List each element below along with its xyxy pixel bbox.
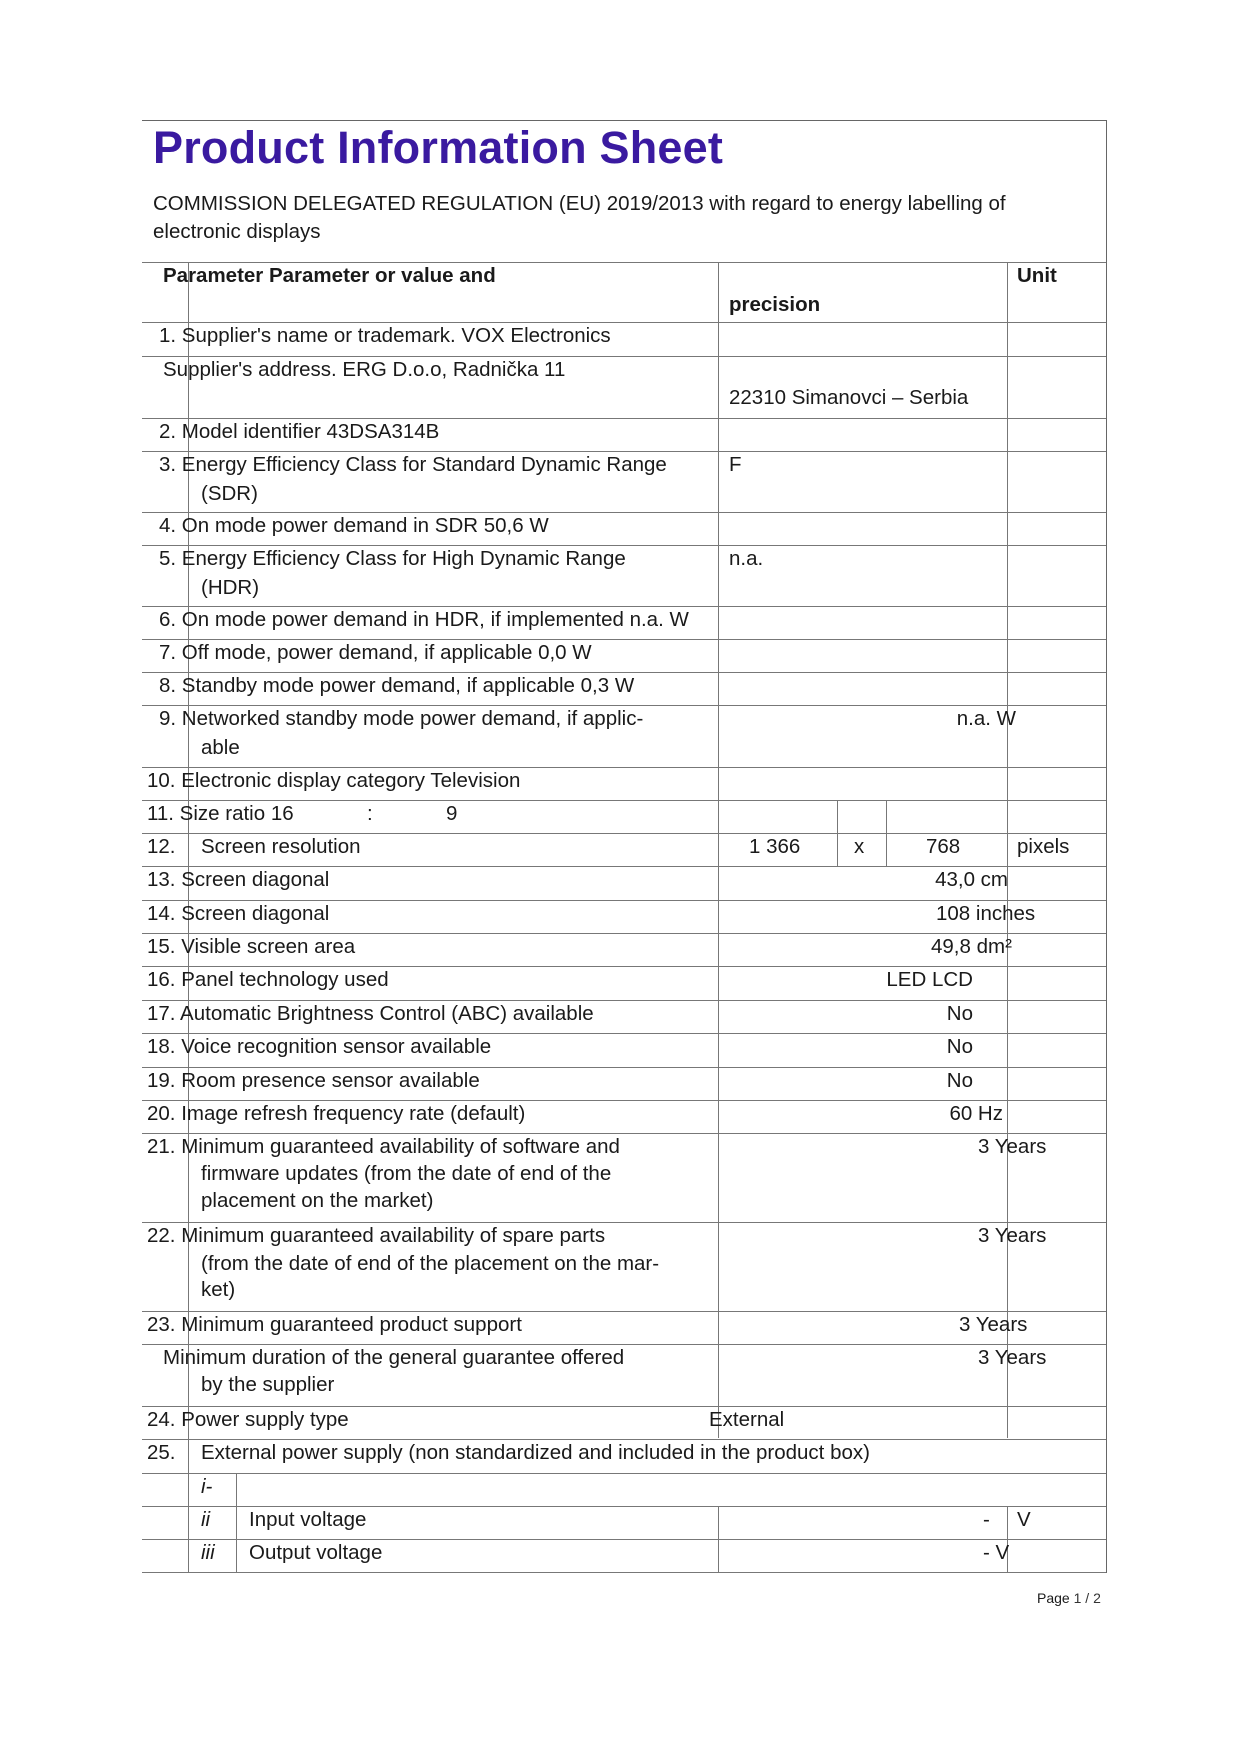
diagonal-cm-value: 43,0 cm	[935, 868, 1008, 891]
sub-row-ii: ii	[201, 1508, 211, 1531]
row-external-psu-number: 25.	[147, 1441, 176, 1464]
resolution-height: 768	[926, 835, 961, 858]
row-networked-standby: 9. Networked standby mode power demand, if applic-	[159, 707, 644, 730]
resolution-unit: pixels	[1017, 835, 1070, 858]
supplier-address-value: 22310 Simanovci – Serbia	[729, 386, 969, 409]
header-precision: precision	[729, 293, 821, 316]
row-diagonal-inch: 14. Screen diagonal	[147, 902, 330, 925]
page-label: Page	[1037, 1590, 1070, 1606]
row-panel-tech: 16. Panel technology used	[147, 968, 389, 991]
grid-line	[142, 1572, 1106, 1573]
subtitle-line-1: COMMISSION DELEGATED REGULATION (EU) 2019/2013 with regard to energy labelling of	[153, 192, 1006, 215]
grid-line	[837, 800, 838, 866]
panel-tech-value: LED LCD	[886, 968, 973, 991]
row-visible-area: 15. Visible screen area	[147, 935, 356, 958]
row-diagonal-cm: 13. Screen diagonal	[147, 868, 330, 891]
page-separator: /	[1085, 1590, 1090, 1606]
resolution-x: x	[854, 835, 865, 858]
page-title: Product Information Sheet	[153, 122, 724, 173]
row-guarantee: Minimum duration of the general guarantee offered	[163, 1346, 625, 1369]
row-refresh-rate: 20. Image refresh frequency rate (default)	[147, 1102, 526, 1125]
row-voice-sensor: 18. Voice recognition sensor available	[147, 1035, 492, 1058]
row-guarantee-cont: by the supplier	[201, 1373, 335, 1396]
row-abc: 17. Automatic Brightness Control (ABC) available	[147, 1002, 594, 1025]
row-hdr-class: 5. Energy Efficiency Class for High Dynamic Range	[159, 547, 626, 570]
row-resolution-number: 12.	[147, 835, 176, 858]
grid-line	[886, 800, 887, 866]
row-software-updates: 21. Minimum guaranteed availability of software and	[147, 1135, 620, 1158]
software-updates-value: 3 Years	[978, 1135, 1047, 1158]
abc-value: No	[946, 1002, 973, 1025]
row-supplier-name: 1. Supplier's name or trademark. VOX Electronics	[159, 324, 611, 347]
grid-line	[1007, 262, 1008, 1438]
grid-line	[718, 262, 719, 1438]
row-power-supply-type: 24. Power supply type	[147, 1408, 349, 1431]
output-voltage-value: - V	[983, 1541, 1010, 1564]
resolution-width: 1 366	[749, 835, 801, 858]
row-external-psu: External power supply (non standardized and included in the product box)	[201, 1441, 870, 1464]
row-product-support: 23. Minimum guaranteed product support	[147, 1313, 522, 1336]
page-indicator	[1037, 1590, 1101, 1606]
sdr-class-value: F	[729, 453, 742, 476]
diagonal-inch-value: 108 inches	[936, 902, 1036, 925]
voice-sensor-value: No	[946, 1035, 973, 1058]
row-room-sensor: 19. Room presence sensor available	[147, 1069, 480, 1092]
row-resolution: Screen resolution	[201, 835, 361, 858]
input-voltage-label: Input voltage	[249, 1508, 367, 1531]
input-voltage-value: -	[983, 1508, 990, 1531]
row-supplier-address: Supplier's address. ERG D.o.o, Radnička 11	[163, 358, 566, 381]
visible-area-value: 49,8 dm²	[931, 935, 1012, 958]
row-software-updates-cont2: placement on the market)	[201, 1189, 434, 1212]
spare-parts-value: 3 Years	[978, 1224, 1047, 1247]
networked-standby-value: n.a. W	[956, 707, 1016, 730]
row-standby: 8. Standby mode power demand, if applicable 0,3 W	[159, 674, 635, 697]
row-software-updates-cont1: firmware updates (from the date of end of the	[201, 1162, 612, 1185]
subtitle-line-2: electronic displays	[153, 220, 321, 243]
grid-line	[718, 1506, 719, 1572]
row-hdr-power: 6. On mode power demand in HDR, if implemented n.a. W	[159, 608, 689, 631]
row-spare-parts-cont1: (from the date of end of the placement on the mar-	[201, 1252, 660, 1275]
size-ratio-colon: :	[367, 802, 373, 825]
regulation-subtitle	[153, 190, 1073, 246]
row-display-category: 10. Electronic display category Television	[147, 769, 521, 792]
row-sdr-power: 4. On mode power demand in SDR 50,6 W	[159, 514, 549, 537]
row-off-mode: 7. Off mode, power demand, if applicable 0,0 W	[159, 641, 592, 664]
refresh-rate-value: 60 Hz	[949, 1102, 1003, 1125]
guarantee-value: 3 Years	[978, 1346, 1047, 1369]
row-sdr-class-cont: (SDR)	[201, 482, 258, 505]
grid-line	[236, 1473, 237, 1572]
size-ratio-nine: 9	[446, 802, 458, 825]
power-supply-type-value: External	[709, 1408, 785, 1431]
sub-row-iii: iii	[201, 1541, 215, 1564]
product-support-value: 3 Years	[959, 1313, 1028, 1336]
output-voltage-label: Output voltage	[249, 1541, 383, 1564]
row-hdr-class-cont: (HDR)	[201, 576, 260, 599]
row-spare-parts-cont2: ket)	[201, 1278, 236, 1301]
header-unit: Unit	[1017, 264, 1057, 287]
grid-line	[142, 1473, 1106, 1474]
row-model-identifier: 2. Model identifier 43DSA314B	[159, 420, 440, 443]
page-number: 1	[1073, 1590, 1082, 1606]
hdr-class-value: n.a.	[729, 547, 764, 570]
room-sensor-value: No	[946, 1069, 973, 1092]
row-size-ratio: 11. Size ratio 16	[147, 802, 294, 825]
page-total: 2	[1093, 1590, 1101, 1606]
row-sdr-class: 3. Energy Efficiency Class for Standard Dynamic Range	[159, 453, 667, 476]
header-parameter: Parameter Parameter or value and	[163, 264, 496, 287]
sub-row-i: i-	[201, 1475, 213, 1498]
row-networked-standby-cont: able	[201, 736, 240, 759]
row-spare-parts: 22. Minimum guaranteed availability of spare parts	[147, 1224, 606, 1247]
input-voltage-unit: V	[1017, 1508, 1031, 1531]
